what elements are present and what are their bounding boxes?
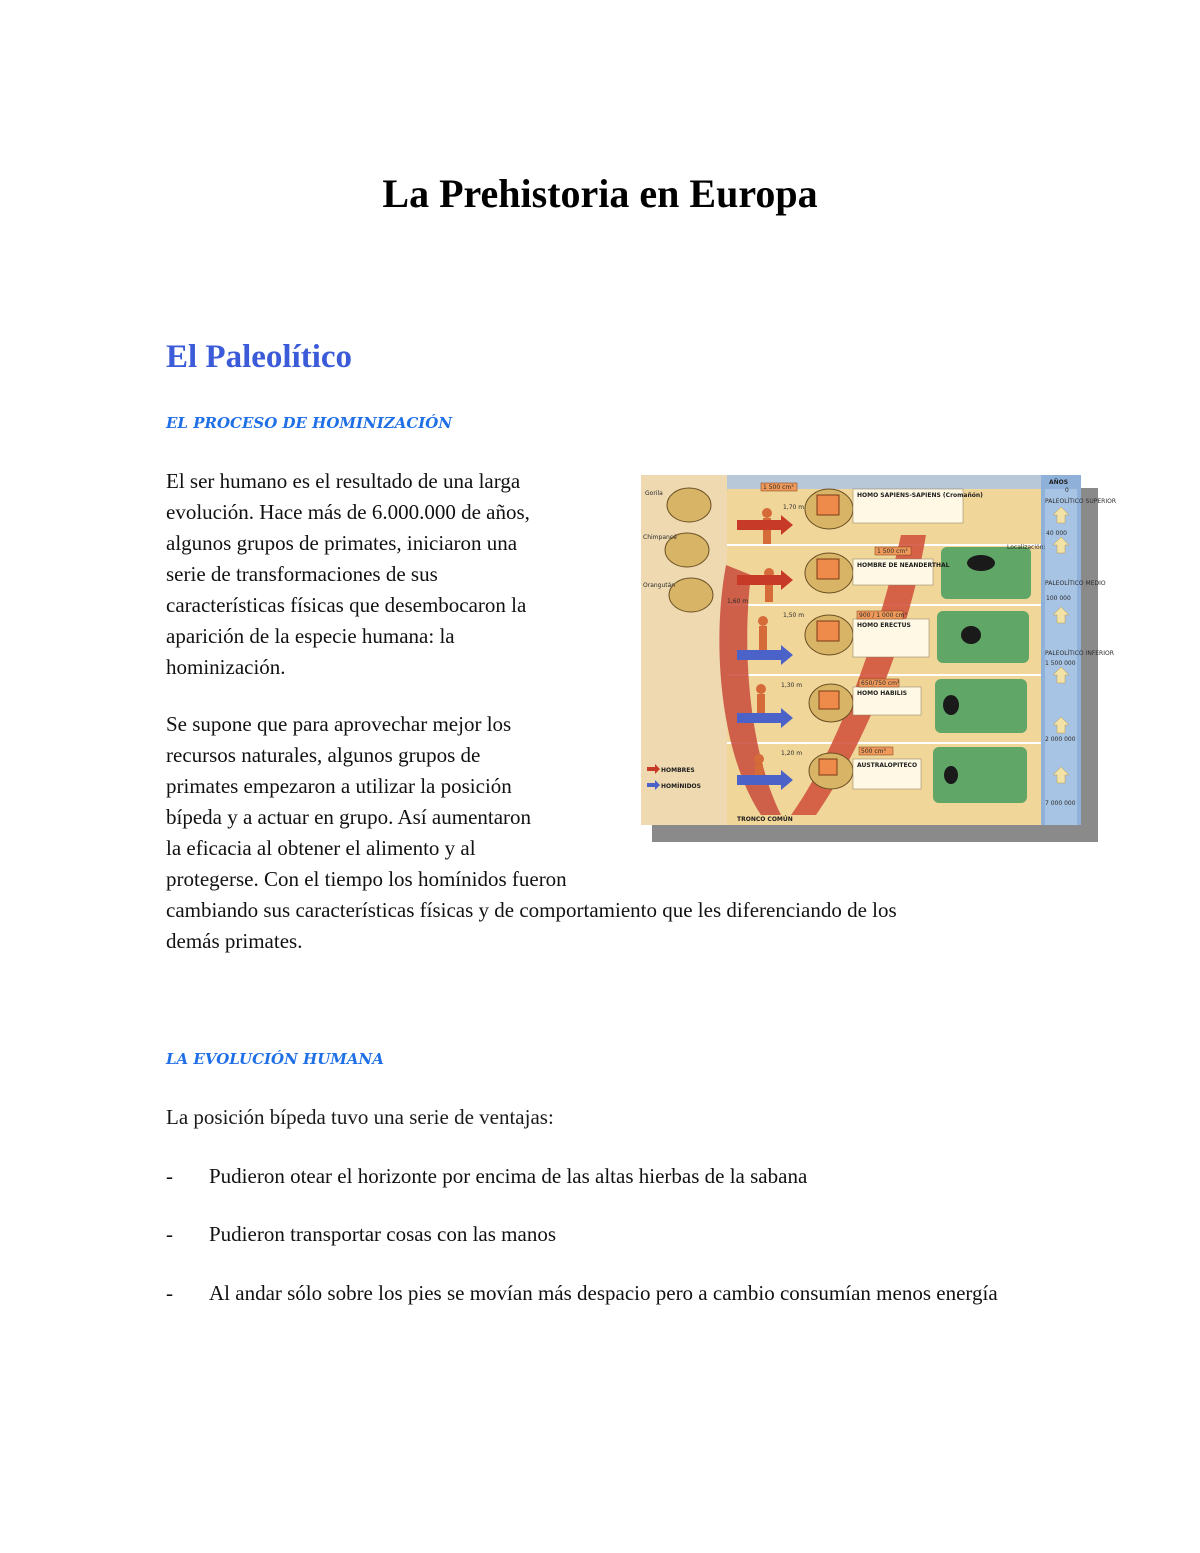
cranial-label: 650/750 cm³ <box>861 680 900 687</box>
text-line: recursos naturales, algunos grupos de <box>166 743 481 767</box>
species-label: AUSTRALOPITECO <box>857 762 918 769</box>
height-label: 1,30 m <box>781 682 803 689</box>
primate-label: Gorila <box>645 490 663 497</box>
species-label: HOMO HABILIS <box>857 690 908 697</box>
location-label: Localización: <box>1007 544 1046 551</box>
period-label: PALEOLÍTICO INFERIOR <box>1045 650 1114 657</box>
page-title: La Prehistoria en Europa <box>382 171 818 216</box>
evolution-illustration <box>641 475 1117 825</box>
text-line: aparición de la especie humana: la <box>166 624 455 648</box>
evolution-chart-graphic <box>641 475 1117 825</box>
height-label: 1,70 m <box>783 504 805 511</box>
text-line: Se supone que para aprovechar mejor los <box>166 712 512 736</box>
text-line: bípeda y a actuar en grupo. Así aumentaron <box>166 805 532 829</box>
year-label: 40 000 <box>1046 530 1067 537</box>
year-label: 2 000 000 <box>1045 736 1076 743</box>
text-line: características físicas que desembocaron la <box>166 593 527 617</box>
text-line: hominización. <box>166 655 286 679</box>
species-label: HOMO ERECTUS <box>857 622 911 629</box>
species-label: HOMO SAPIENS-SAPIENS (Cromañón) <box>857 492 983 499</box>
year-label: 1 500 000 <box>1045 660 1076 667</box>
text-line: cambiando sus características físicas y de comportamiento que les diferenciando de los <box>166 898 897 922</box>
subsection-heading-hominizacion: EL PROCESO DE HOMINIZACIÓN <box>166 414 453 432</box>
list-item-text: Al andar sólo sobre los pies se movían más despacio pero a cambio consumían menos energía <box>209 1281 998 1305</box>
text-line: protegerse. Con el tiempo los homínidos fueron <box>166 867 567 891</box>
text-line: la eficacia al obtener el alimento y al <box>166 836 476 860</box>
cranial-label: 1 500 cm³ <box>763 484 794 491</box>
years-header: AÑOS <box>1049 479 1069 486</box>
legend-hominidos: HOMÍNIDOS <box>661 783 701 790</box>
cranial-label: 500 cm³ <box>861 748 886 755</box>
text-line: demás primates. <box>166 929 303 953</box>
primate-label: Chimpancé <box>643 534 677 541</box>
section-heading: El Paleolítico <box>166 339 353 375</box>
cranial-label: 900 / 1 000 cm³ <box>859 612 907 619</box>
period-label: PALEOLÍTICO SUPERIOR <box>1045 498 1117 505</box>
text-line: algunos grupos de primates, iniciaron una <box>166 531 518 555</box>
period-label: PALEOLÍTICO MEDIO <box>1045 580 1106 587</box>
text-line: serie de transformaciones de sus <box>166 562 438 586</box>
text-line: evolución. Hace más de 6.000.000 de años, <box>166 500 530 524</box>
list-item <box>166 1278 1036 1309</box>
subsection-heading-evolucion: LA EVOLUCIÓN HUMANA <box>166 1050 384 1068</box>
height-label: 1,60 m <box>727 598 749 605</box>
year-label: 100 000 <box>1046 595 1071 602</box>
list-item-text: Pudieron otear el horizonte por encima de las altas hierbas de la sabana <box>209 1164 808 1188</box>
year-label: 7 000 000 <box>1045 800 1076 807</box>
legend-hombres: HOMBRES <box>661 767 695 774</box>
year-label: 0 <box>1065 487 1069 494</box>
text-line: El ser humano es el resultado de una larga <box>166 469 521 493</box>
bullet-marker: - <box>166 1222 173 1246</box>
list-item <box>166 1219 1036 1250</box>
list-item <box>166 1161 1036 1192</box>
height-label: 1,20 m <box>781 750 803 757</box>
species-label: HOMBRE DE NEANDERTHAL <box>857 562 950 569</box>
text-line: primates empezaron a utilizar la posición <box>166 774 512 798</box>
cranial-label: 1 500 cm³ <box>877 548 908 555</box>
height-label: 1,50 m <box>783 612 805 619</box>
bullet-marker: - <box>166 1281 173 1305</box>
bullet-marker: - <box>166 1164 173 1188</box>
trunk-label: TRONCO COMÚN <box>737 816 793 823</box>
primate-label: Orangután <box>643 582 676 589</box>
list-item-text: Pudieron transportar cosas con las manos <box>209 1222 557 1246</box>
bullets-intro: La posición bípeda tuvo una serie de ventajas: <box>166 1105 554 1129</box>
